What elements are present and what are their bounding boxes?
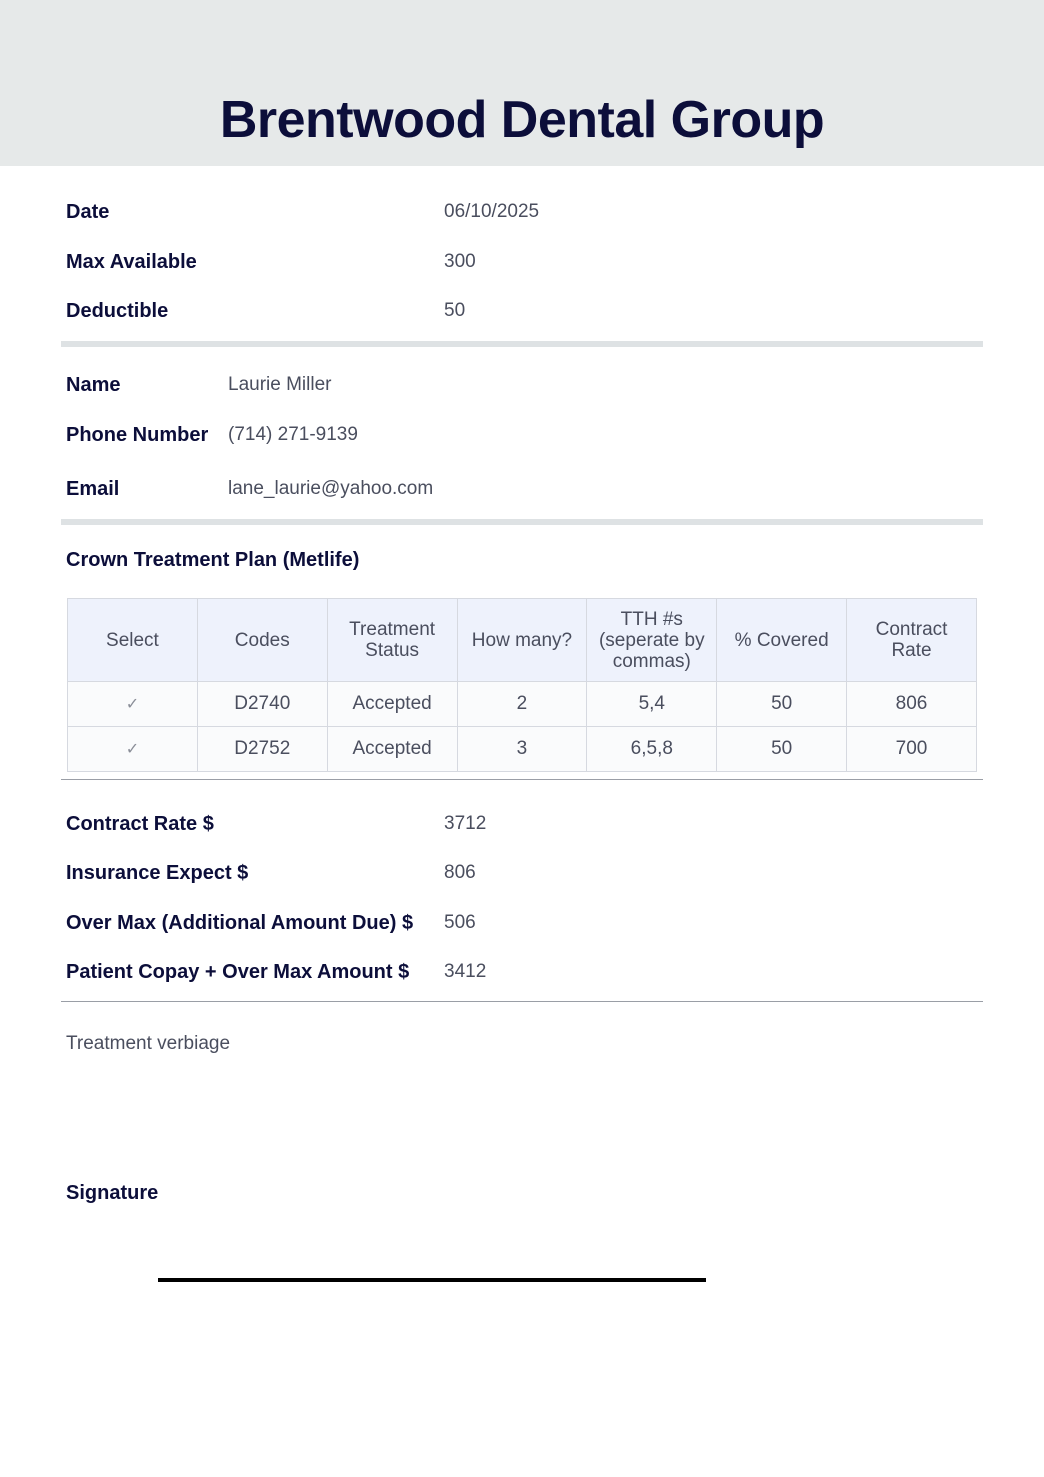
max-available-label: Max Available [66,251,197,273]
checkmark-icon[interactable]: ✓ [125,741,140,758]
column-header-contract-rate: Contract Rate [847,599,977,682]
column-header-covered: % Covered [717,599,847,682]
checkmark-icon[interactable]: ✓ [125,696,140,713]
header-banner [0,0,1044,166]
column-header-status: Treatment Status [327,599,457,682]
insurance-expect-value: 806 [444,862,476,883]
teeth-cell: 5,4 [587,682,717,727]
status-cell: Accepted [327,727,457,772]
code-cell: D2740 [197,682,327,727]
contract-rate-value: 3712 [444,813,487,834]
date-label: Date [66,201,110,223]
name-label: Name [66,374,121,396]
email-label: Email [66,478,120,500]
rate-cell: 700 [847,727,977,772]
column-header-how-many: How many? [457,599,587,682]
column-header-codes: Codes [197,599,327,682]
deductible-label: Deductible [66,300,169,322]
select-cell[interactable] [68,727,198,772]
divider [61,341,983,347]
page-title: Brentwood Dental Group [219,91,825,149]
covered-cell: 50 [717,727,847,772]
contract-rate-label: Contract Rate $ [66,813,214,835]
divider [61,1001,983,1002]
deductible-value: 50 [444,300,466,321]
table-row [68,727,977,772]
column-header-select: Select [68,599,198,682]
treatment-plan-table [67,598,977,772]
status-cell: Accepted [327,682,457,727]
divider [61,779,983,780]
over-max-label: Over Max (Additional Amount Due) $ [66,912,414,934]
code-cell: D2752 [197,727,327,772]
divider [61,519,983,525]
column-header-teeth: TTH #s (seperate by commas) [587,599,717,682]
covered-cell: 50 [717,682,847,727]
patient-copay-value: 3412 [444,961,487,982]
over-max-value: 506 [444,912,476,933]
date-value: 06/10/2025 [444,201,540,222]
table-row [68,682,977,727]
count-cell: 2 [457,682,587,727]
plan-title: Crown Treatment Plan (Metlife) [66,549,360,571]
select-cell[interactable] [68,682,198,727]
treatment-verbiage: Treatment verbiage [66,1033,231,1054]
table-header-row [68,599,977,682]
insurance-expect-label: Insurance Expect $ [66,862,249,884]
count-cell: 3 [457,727,587,772]
name-value: Laurie Miller [228,374,332,395]
phone-label: Phone Number [66,424,209,446]
signature-line[interactable] [158,1278,706,1282]
teeth-cell: 6,5,8 [587,727,717,772]
email-value: lane_laurie@yahoo.com [228,478,434,499]
phone-value: (714) 271-9139 [228,424,358,445]
rate-cell: 806 [847,682,977,727]
signature-label: Signature [66,1182,159,1204]
patient-copay-label: Patient Copay + Over Max Amount $ [66,961,410,983]
max-available-value: 300 [444,251,476,272]
